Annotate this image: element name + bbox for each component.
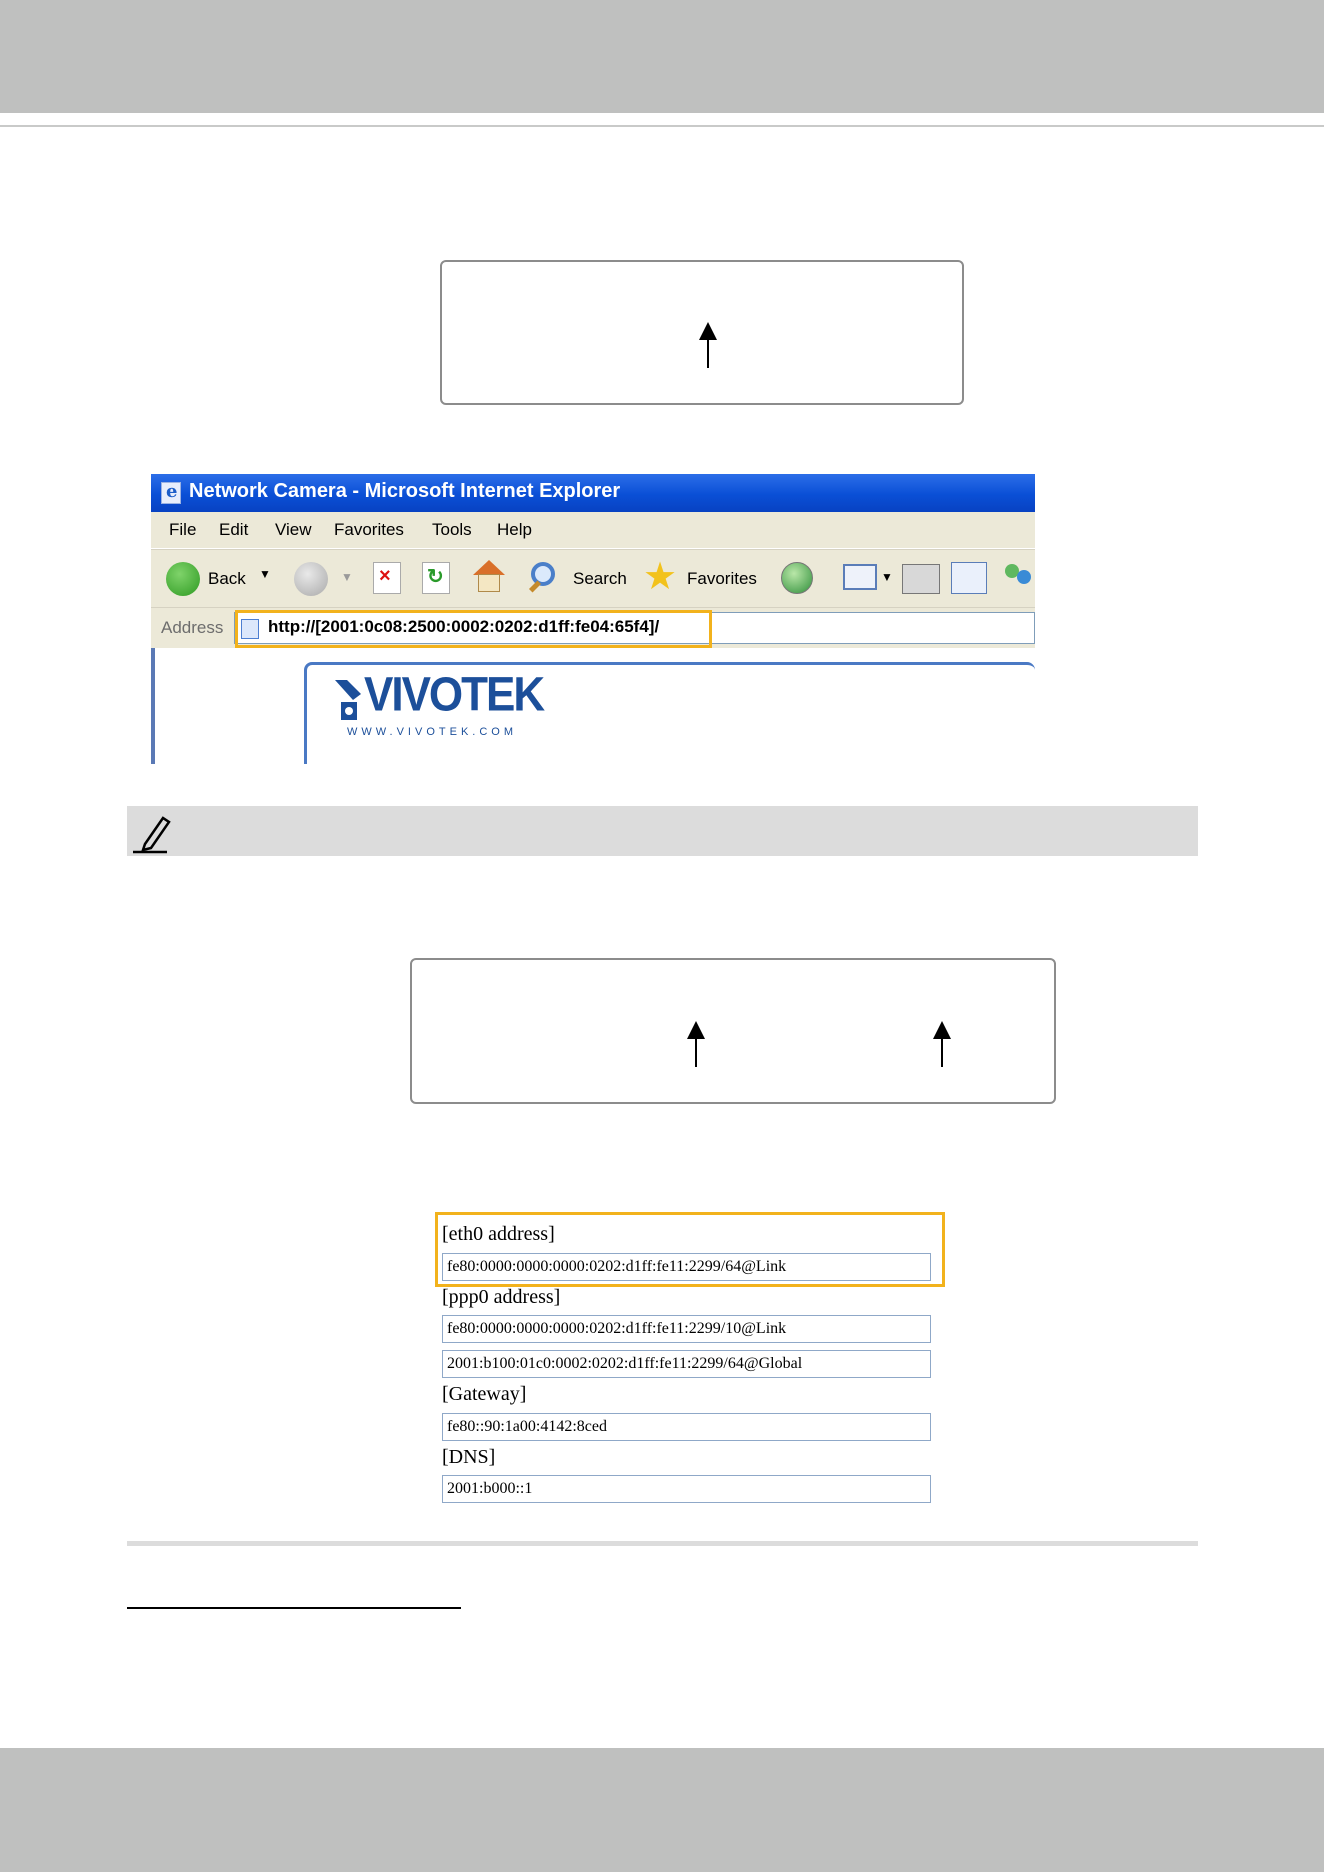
back-label: Back [208,569,246,588]
url-example-box-2 [410,958,1056,1104]
eth0-label: [eth0 address] [442,1223,555,1245]
star-icon: ★ [643,556,678,598]
menu-edit[interactable]: Edit [219,520,249,539]
footer-band [0,1748,1324,1872]
print-icon[interactable] [902,564,940,594]
vivotek-logo-text: VIVOTEK [364,667,544,722]
back-button[interactable] [166,560,276,598]
browser-menubar [151,512,1035,549]
vivotek-logo-icon [331,678,367,724]
menu-help[interactable]: Help [497,520,532,539]
eth0-field: fe80:0000:0000:0000:0202:d1ff:fe11:2299/64@Link [442,1253,931,1281]
forward-dropdown-icon: ▼ [341,570,353,584]
address-value[interactable]: http://[2001:0c08:2500:0002:0202:d1ff:fe04:65f4]/ [268,617,660,636]
home-icon[interactable] [471,560,507,594]
menu-tools[interactable]: Tools [432,520,472,539]
menu-file[interactable]: File [169,520,197,539]
up-arrow-icon [695,1025,697,1067]
browser-toolbar [151,549,1035,608]
footnote-divider [127,1607,461,1609]
gateway-field: fe80::90:1a00:4142:8ced [442,1413,931,1441]
browser-content [151,648,1035,764]
favorites-label: Favorites [687,569,757,588]
browser-window [151,474,1035,764]
ppp0-link-field: fe80:0000:0000:0000:0202:d1ff:fe11:2299/10@Link [442,1315,931,1343]
header-band [0,0,1324,113]
menu-favorites[interactable]: Favorites [334,520,404,539]
address-bar [151,607,1035,648]
address-highlight [235,610,712,648]
mail-icon[interactable] [843,564,877,590]
note-bar [127,806,1198,856]
stop-icon[interactable]: × [373,562,401,594]
content-sidebar-edge [151,648,155,764]
section-divider [127,1541,1198,1546]
address-label: Address [161,618,224,637]
refresh-icon[interactable]: ↻ [422,562,450,594]
edit-icon[interactable] [951,562,987,594]
mail-dropdown-icon: ▼ [881,570,893,584]
ie-page-icon [161,482,181,504]
favorites-button[interactable] [643,558,773,598]
back-dropdown-icon: ▼ [259,567,271,581]
ppp0-label: [ppp0 address] [442,1286,561,1308]
forward-arrow-icon[interactable] [294,562,328,596]
messenger-icon[interactable] [1001,562,1035,594]
up-arrow-icon [707,326,709,368]
url-example-box [440,260,964,405]
search-label: Search [573,569,627,588]
up-arrow-icon [941,1025,943,1067]
browser-titlebar [151,474,1035,512]
gateway-label: [Gateway] [442,1383,527,1405]
vivotek-logo-url: WWW.VIVOTEK.COM [347,726,517,738]
browser-title: Network Camera - Microsoft Internet Explorer [189,480,621,502]
pencil-icon [127,806,177,856]
history-icon[interactable] [781,562,813,594]
back-arrow-icon [166,562,200,596]
ppp0-global-field: 2001:b100:01c0:0002:0202:d1ff:fe11:2299/64@Global [442,1350,931,1378]
search-button[interactable] [529,558,629,598]
dns-field: 2001:b000::1 [442,1475,931,1503]
dns-label: [DNS] [442,1446,496,1468]
header-divider [0,125,1324,127]
menu-view[interactable]: View [275,520,312,539]
